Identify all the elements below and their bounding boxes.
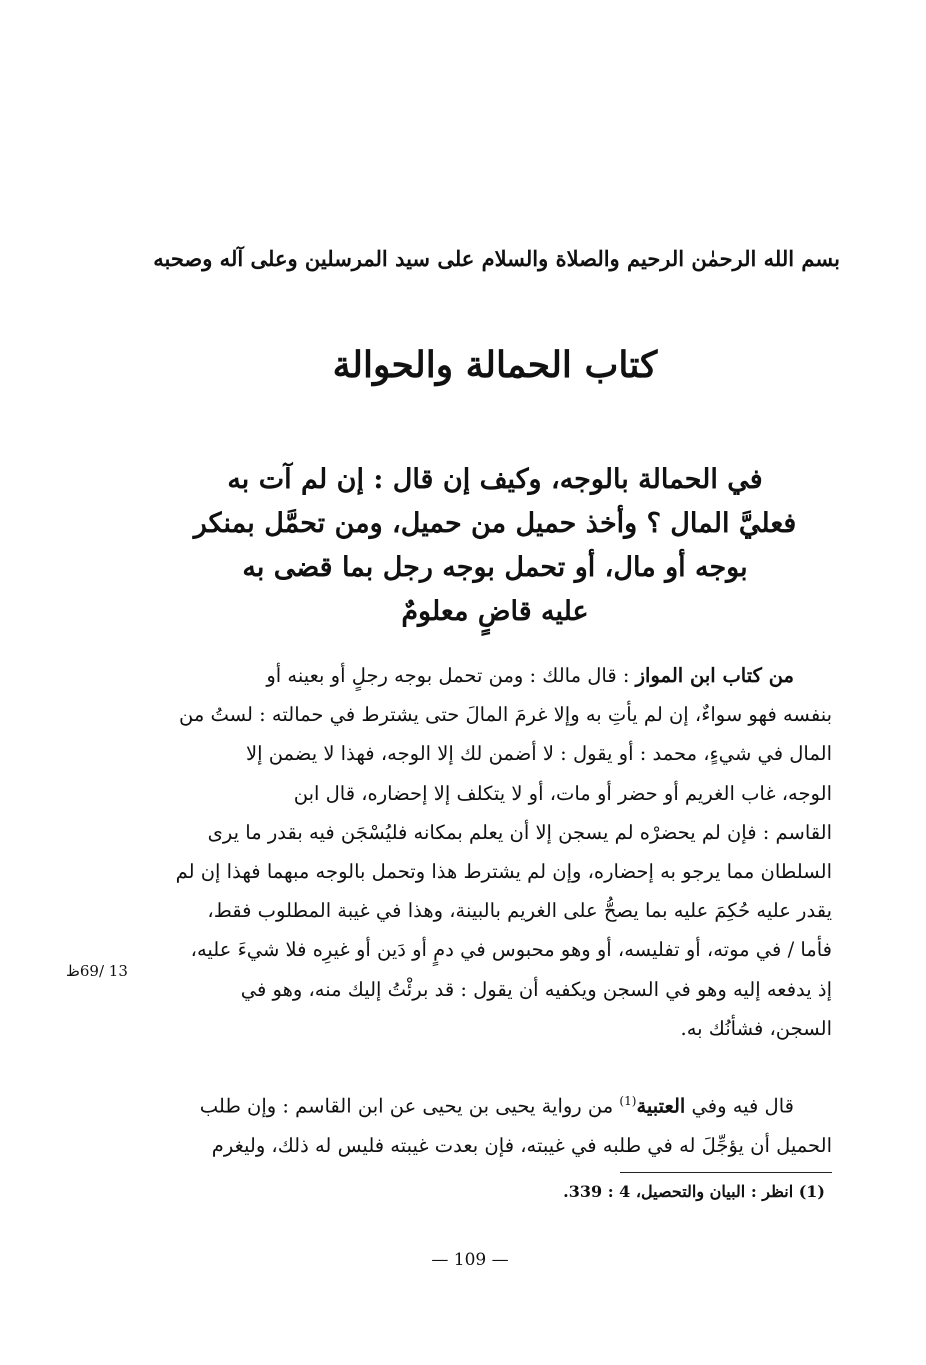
text-line: القاسم : فإن لم يحضرْه لم يسجن إلا أن يعلم بمكانه فليُسْجَن فيه بقدر ما يرى: [207, 820, 832, 844]
manuscript-folio-note: 13 /69ظ: [66, 962, 128, 980]
page-number: — 109 —: [431, 1250, 509, 1270]
chapter-title-line: في الحمالة بالوجه، وكيف إن قال : إن لم آت به: [227, 464, 763, 495]
text-run: : قال مالك : ومن تحمل بوجه رجلٍ أو بعينه أو: [266, 664, 636, 687]
paragraph-1: [160, 656, 832, 1048]
text-line: [160, 1082, 832, 1126]
text-run: قال فيه وفي: [685, 1094, 794, 1118]
book-title: كتاب الحمالة والحوالة: [332, 344, 658, 386]
chapter-title-line: عليه قاضٍ معلومٌ: [401, 596, 589, 627]
text-line: الوجه، غاب الغريم أو حضر أو مات، أو لا يتكلف إلا إحضاره، قال ابن: [293, 781, 832, 805]
chapter-title-line: فعليَّ المال ؟ وأخذ حميل من حميل، ومن تحمَّل بمنكر: [193, 508, 797, 539]
chapter-title: [180, 458, 810, 634]
basmala-line: بسم الله الرحمٰن الرحيم والصلاة والسلام على سيد المرسلين وعلى آله وصحبه: [153, 246, 840, 271]
text-line: إذ يدفعه إليه وهو في السجن ويكفيه أن يقول : قد برئْتُ إليك منه، وهو في: [240, 977, 832, 1001]
chapter-title-line: بوجه أو مال، أو تحمل بوجه رجل بما قضى به: [242, 552, 748, 583]
text-line: بنفسه فهو سواءٌ، إن لم يأتِ به وإلا غرمَ المالَ حتى يشترط في حمالته : لستُ من: [178, 703, 832, 727]
source-citation: العتبية: [636, 1094, 686, 1118]
footnote: (1) انظر : البيان والتحصيل، 4 : 339.: [563, 1182, 825, 1201]
text-line: الحميل أن يؤجِّلَ له في طلبه في غيبته، فإن بعدت غيبته فليس له ذلك، وليغرم: [211, 1133, 832, 1157]
text-line: السلطان مما يرجو به إحضاره، وإن لم يشترط هذا وتحمل بالوجه مبهما فهذا إن لم: [175, 860, 832, 884]
paragraph-2: [160, 1082, 832, 1165]
text-line: فأما / في موته، أو تفليسه، أو وهو محبوس في دمٍ أو دَين أو غيرِه فلا شيءَ عليه،: [190, 938, 832, 962]
source-citation: من كتاب ابن المواز: [635, 664, 794, 687]
text-run: من رواية يحيى بن يحيى عن ابن القاسم : وإن طلب: [199, 1094, 620, 1118]
text-line: السجن، فشأنُك به.: [680, 1016, 832, 1040]
footnote-mark: (1): [619, 1094, 637, 1108]
text-line: المال في شيءٍ، محمد : أو يقول : لا أضمن لك إلا الوجه، فهذا لا يضمن إلا: [245, 742, 832, 766]
text-line: يقدر عليه حُكِمَ عليه بما يصحُّ على الغريم بالبينة، وهذا في غيبة المطلوب فقط،: [207, 899, 832, 923]
footnote-divider: [620, 1172, 832, 1173]
text-line: [160, 656, 832, 695]
